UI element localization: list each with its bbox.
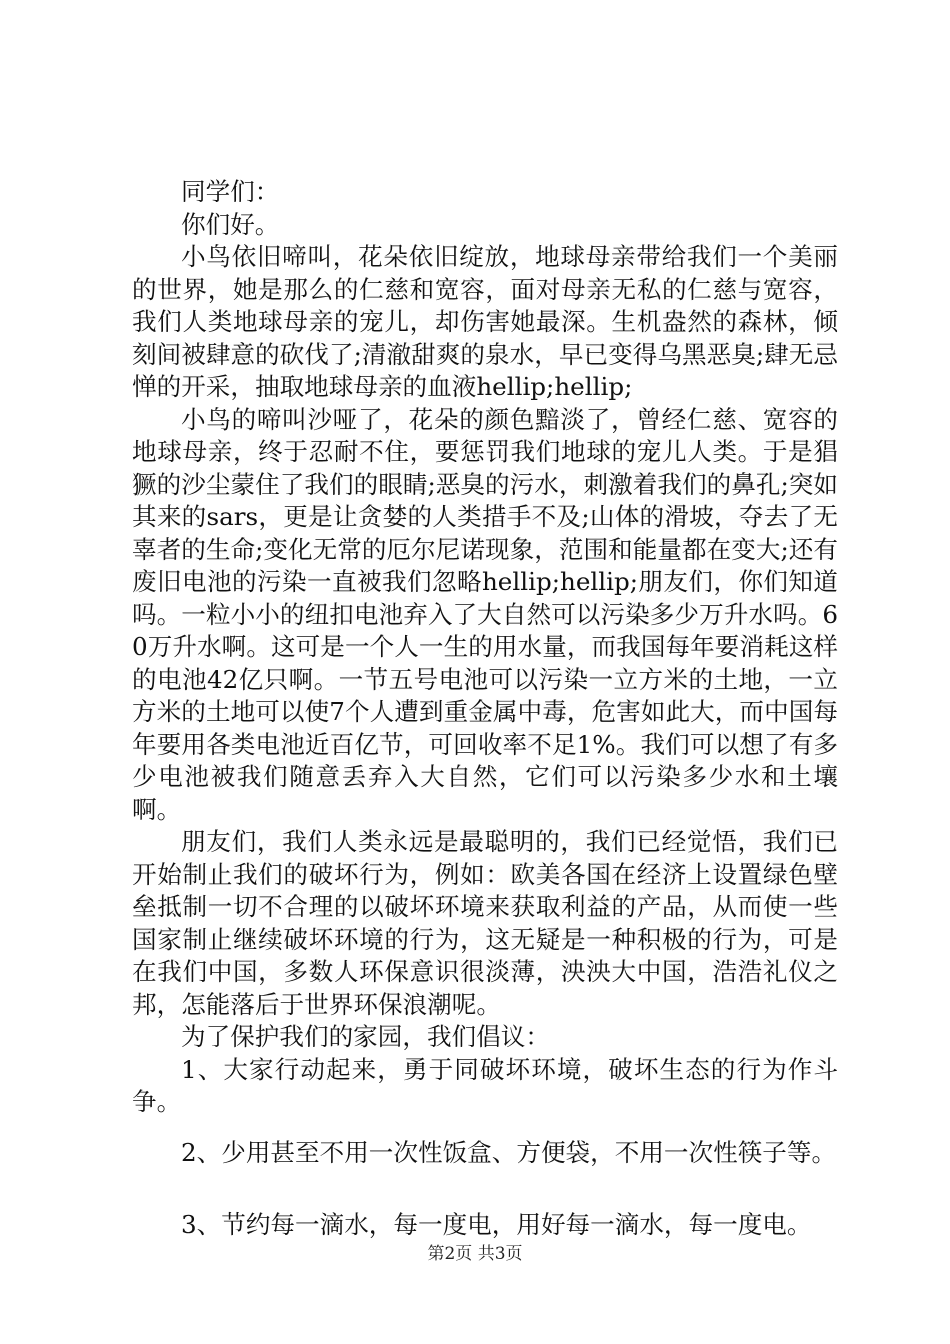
proposal-item-2: 2、少用甚至不用一次性饭盒、方便袋，不用一次性筷子等。: [181, 1137, 837, 1167]
greeting: 你们好。: [181, 209, 280, 239]
proposal-item-3: 3、节约每一滴水，每一度电，用好每一滴水，每一度电。: [181, 1210, 812, 1239]
paragraph-awakening: 朋友们，我们人类永远是最聪明的，我们已经觉悟，我们已开始制止我们的破坏行为，例如：欧美各国在经济上设置绿色壁垒抵制一切不合理的以破坏环境来获取利益的产品，从而使一些国家制止继续破坏环境的行为，这无疑是一种积极的行为，可是在我们中国，多数人环保意识很淡薄，泱泱大中国，浩浩礼仪之邦，怎能落后于世界环保浪潮呢。: [132, 827, 838, 1019]
paragraph-birds-and-earth: 小鸟依旧啼叫，花朵依旧绽放，地球母亲带给我们一个美丽的世界，她是那么的仁慈和宽容，面对母亲无私的仁慈与宽容，我们人类地球母亲的宠儿，却伤害她最深。生机盎然的森林，倾刻间被肆意的砍伐了;清澈甜爽的泉水，早已变得乌黑恶臭;肆无忌惮的开采，抽取地球母亲的血液hellip;hellip;: [132, 242, 838, 401]
salutation: 同学们：: [181, 177, 280, 206]
page-number-footer: 第2页 共3页: [427, 1244, 523, 1264]
proposal-item-1: 1、大家行动起来，勇于同破坏环境，破坏生态的行为作斗争。: [132, 1054, 838, 1116]
proposal-intro: 为了保护我们的家园，我们倡议：: [181, 1022, 550, 1051]
paragraph-pollution: 小鸟的啼叫沙哑了，花朵的颜色黯淡了，曾经仁慈、宽容的地球母亲，终于忍耐不住，要惩罚我们地球的宠儿人类。于是猖獗的沙尘蒙住了我们的眼睛;恶臭的污水，刺激着我们的鼻孔;突如其来的sars，更是让贪婪的人类措手不及;山体的滑坡，夺去了无辜者的生命;变化无常的厄尔尼诺现象，范围和能量都在变大;还有废旧电池的污染一直被我们忽略hellip;hellip;朋友们，你们知道吗。一粒小小的纽扣电池弃入了大自然可以污染多少万升水吗。60万升水啊。这可是一个人一生的用水量，而我国每年要消耗这样的电池42亿只啊。一节五号电池可以污染一立方米的土地，一立方米的土地可以使7个人遭到重金属中毒，危害如此大，而中国每年要用各类电池近百亿节，可回收率不足1%。我们可以想了有多少电池被我们随意丢弃入大自然，它们可以污染多少水和土壤啊。: [132, 404, 838, 824]
document-body: [132, 176, 838, 1242]
